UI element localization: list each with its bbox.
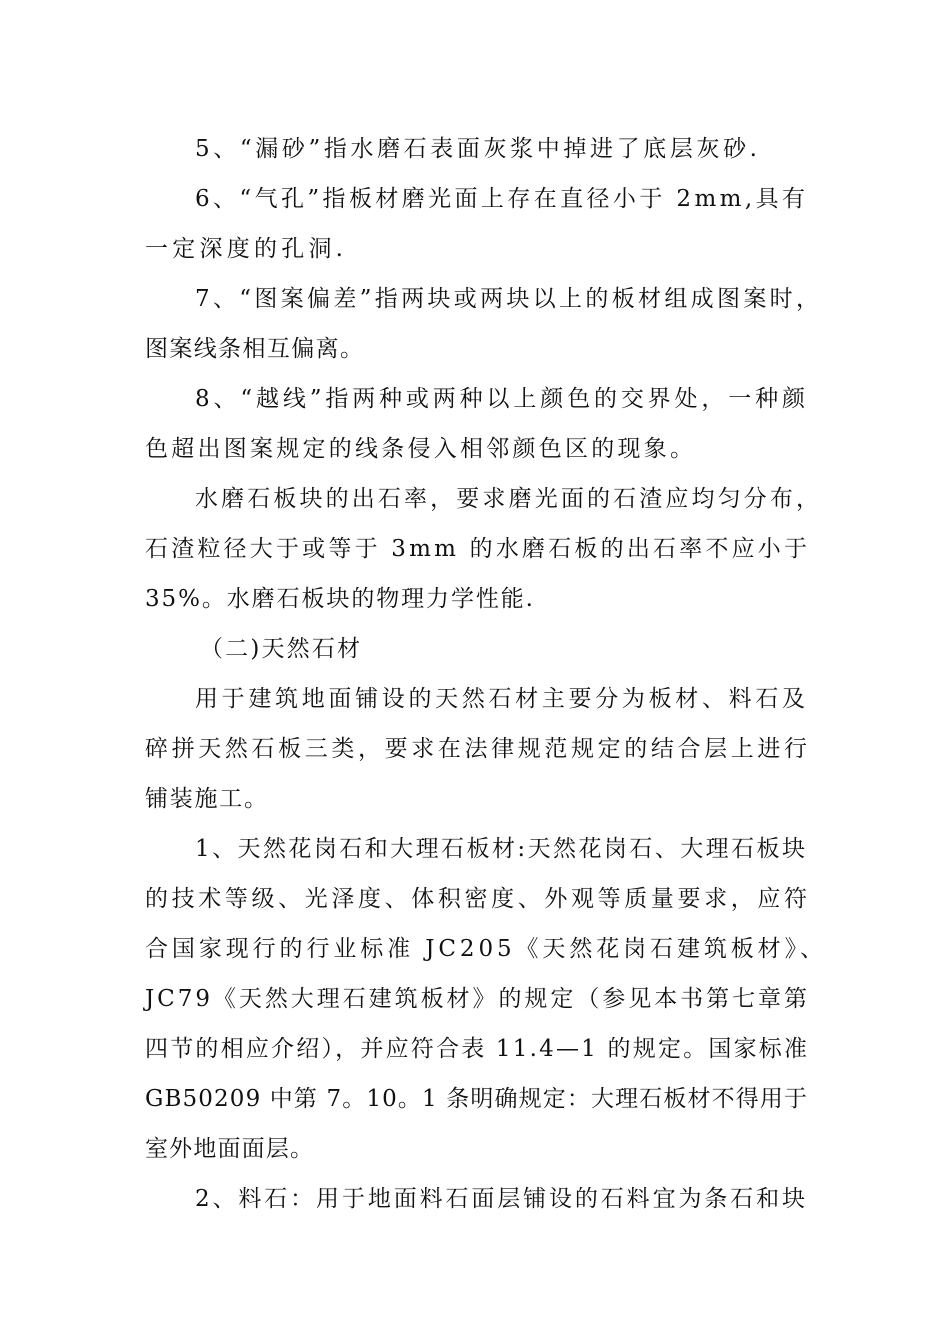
text-line: 1、天然花岗石和大理石板材:天然花岗石、大理石板块 [195, 836, 808, 862]
text-line: JC79《天然大理石建筑板材》的规定（参见本书第七章第 [145, 986, 810, 1012]
text-line: 一定深度的孔洞. [145, 236, 348, 262]
text-line: 2、料石：用于地面料石面层铺设的石料宜为条石和块 [195, 1186, 808, 1212]
text-line: 用于建筑地面铺设的天然石材主要分为板材、料石及 [195, 686, 809, 712]
text-line: 6、“气孔”指板材磨光面上存在直径小于 2mm,具有 [195, 186, 809, 212]
text-line: 石渣粒径大于或等于 3mm 的水磨石板的出石率不应小于 [145, 536, 811, 562]
text-line: 铺装施工。 [145, 786, 269, 812]
text-line: 合国家现行的行业标准 JC205《天然花岗石建筑板材》、 [145, 936, 827, 962]
text-line: 色超出图案规定的线条侵入相邻颜色区的现象。 [145, 436, 697, 462]
text-line: GB50209 中第 7。10。1 条明确规定：大理石板材不得用于 [145, 1086, 809, 1112]
text-line: 水磨石板块的出石率，要求磨光面的石渣应均匀分布， [195, 486, 823, 512]
text-line: 35%。水磨石板块的物理力学性能. [145, 586, 535, 612]
text-line: 图案线条相互偏离。 [145, 336, 365, 362]
text-line: 室外地面面层。 [145, 1136, 315, 1162]
text-line: 5、“漏砂”指水磨石表面灰浆中掉进了底层灰砂. [195, 136, 761, 162]
section-heading: （二)天然石材 [200, 636, 363, 662]
text-line: 7、“图案偏差”指两块或两块以上的板材组成图案时， [195, 286, 823, 312]
text-line: 的技术等级、光泽度、体积密度、外观等质量要求，应符 [145, 886, 811, 912]
text-line: 8、“越线”指两种或两种以上颜色的交界处，一种颜 [195, 386, 809, 412]
text-line: 四节的相应介绍），并应符合表 11.4—1 的规定。国家标准 [145, 1036, 810, 1062]
text-line: 碎拼天然石板三类，要求在法律规范规定的结合层上进行 [145, 736, 811, 762]
